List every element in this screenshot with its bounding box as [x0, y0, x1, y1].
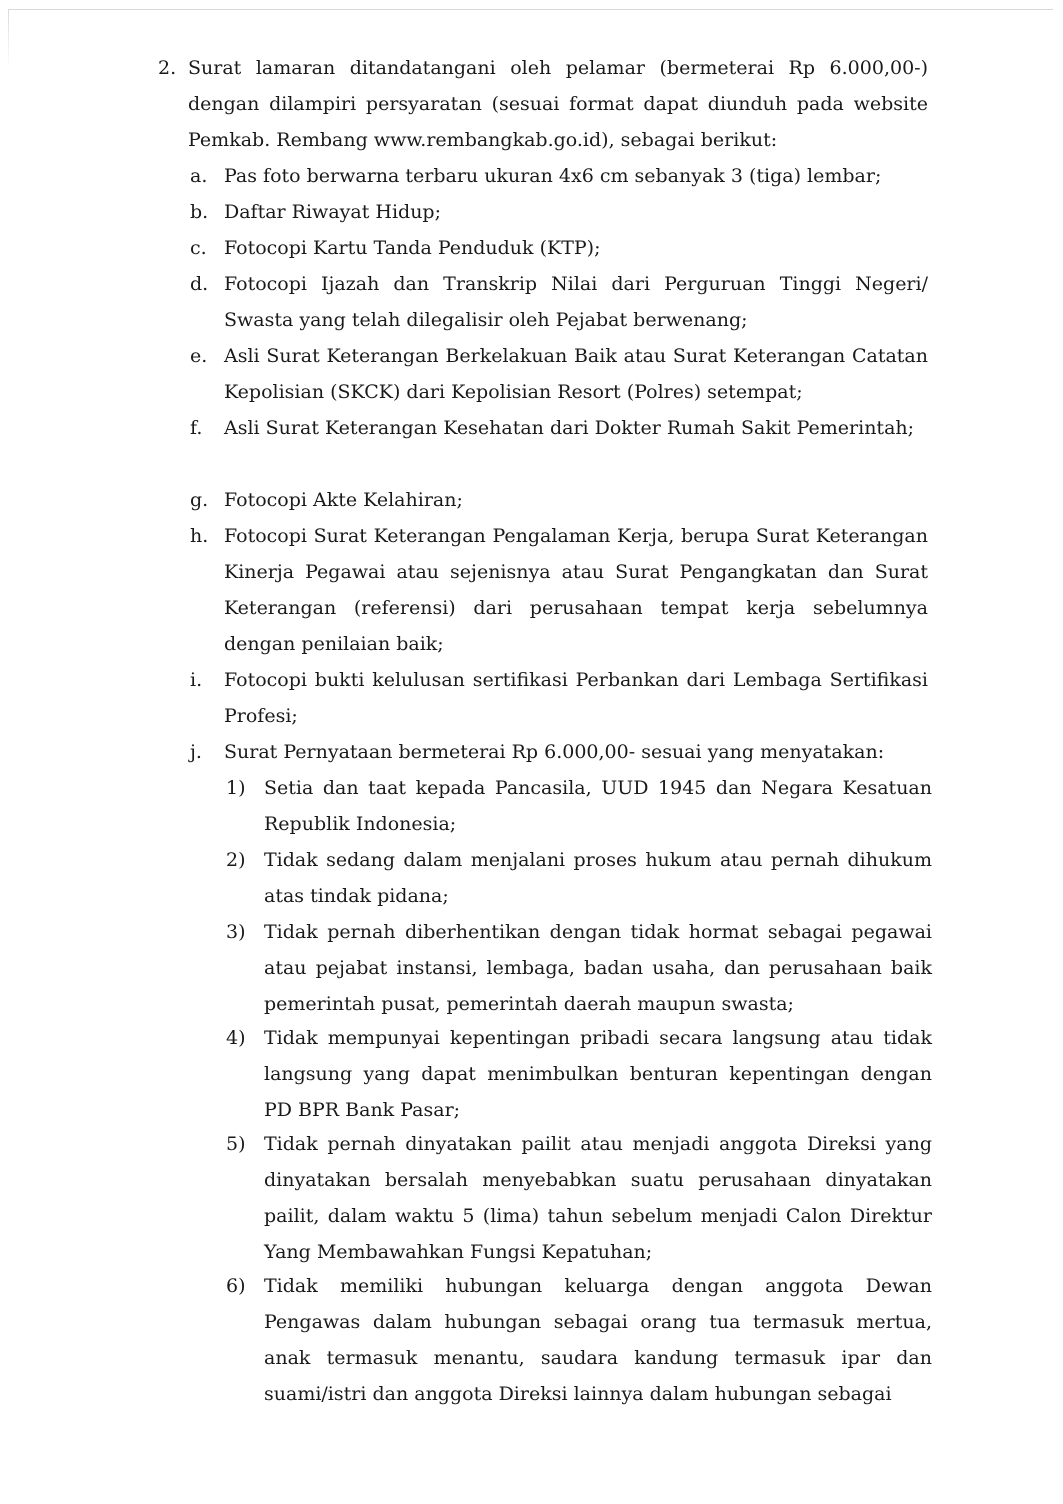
list-item-f [190, 410, 928, 446]
sub-item-text: Tidak mempunyai kepentingan pribadi secara langsung atau tidak langsung yang dapat menimbulkan benturan kepentingan dengan PD BPR Bank Pasar; [264, 1027, 932, 1121]
item-letter: a. [190, 165, 208, 187]
sub-item-text: Tidak pernah diberhentikan dengan tidak hormat sebagai pegawai atau pejabat instansi, lembaga, badan usaha, dan perusahaan baik pemerintah pusat, pemerintah daerah maupun swasta; [264, 921, 932, 1015]
item-text: Daftar Riwayat Hidup; [224, 201, 441, 223]
list-item-i [190, 662, 928, 734]
item-letter: h. [190, 525, 209, 547]
sub-item-number: 4) [226, 1027, 246, 1049]
sub-item-text: Tidak pernah dinyatakan pailit atau menjadi anggota Direksi yang dinyatakan bersalah menyebabkan suatu perusahaan dinyatakan pailit, dalam waktu 5 (lima) tahun sebelum menjadi Calon Direktur Yang Membawahkan Fungsi Kepatuhan; [264, 1133, 932, 1263]
list-item-a [190, 158, 928, 194]
sub-item-3 [226, 914, 932, 1022]
item-letter: d. [190, 273, 209, 295]
sub-item-number: 5) [226, 1133, 246, 1155]
sub-item-text: Tidak memiliki hubungan keluarga dengan anggota Dewan Pengawas dalam hubungan sebagai orang tua termasuk mertua, anak termasuk menantu, saudara kandung termasuk ipar dan suami/istri dan anggota Direksi lainnya dalam hubungan sebagai [264, 1275, 932, 1405]
sub-item-number: 6) [226, 1275, 246, 1297]
sub-item-2 [226, 842, 932, 914]
item-text: Asli Surat Keterangan Berkelakuan Baik atau Surat Keterangan Catatan Kepolisian (SKCK) dari Kepolisian Resort (Polres) setempat; [224, 345, 928, 403]
item-letter: g. [190, 489, 209, 511]
point-number: 2. [158, 57, 177, 79]
sub-item-number: 2) [226, 849, 246, 871]
item-text: Fotocopi bukti kelulusan sertifikasi Perbankan dari Lembaga Sertifikasi Profesi; [224, 669, 928, 727]
list-item-d [190, 266, 928, 338]
sub-item-4 [226, 1020, 932, 1128]
sub-item-5 [226, 1126, 932, 1270]
item-text: Pas foto berwarna terbaru ukuran 4x6 cm sebanyak 3 (tiga) lembar; [224, 165, 882, 187]
item-text: Fotocopi Surat Keterangan Pengalaman Kerja, berupa Surat Keterangan Kinerja Pegawai atau sejenisnya atau Surat Pengangkatan dan Surat Keterangan (referensi) dari perusahaan tempat kerja sebelumnya dengan penilaian baik; [224, 525, 928, 655]
sub-item-number: 1) [226, 777, 246, 799]
list-item-j [190, 734, 928, 770]
requirement-point-2 [158, 50, 928, 158]
list-item-e [190, 338, 928, 410]
list-item-h [190, 518, 928, 662]
item-text: Fotocopi Kartu Tanda Penduduk (KTP); [224, 237, 601, 259]
item-letter: b. [190, 201, 209, 223]
item-text: Asli Surat Keterangan Kesehatan dari Dokter Rumah Sakit Pemerintah; [224, 417, 915, 439]
item-text: Fotocopi Akte Kelahiran; [224, 489, 463, 511]
item-letter: c. [190, 237, 207, 259]
list-item-c [190, 230, 928, 266]
list-item-g [190, 482, 928, 518]
sub-item-6 [226, 1268, 932, 1412]
item-letter: j. [190, 741, 202, 763]
sub-item-text: Tidak sedang dalam menjalani proses hukum atau pernah dihukum atas tindak pidana; [264, 849, 932, 907]
point-text: Surat lamaran ditandatangani oleh pelamar (bermeterai Rp 6.000,00-) dengan dilampiri persyaratan (sesuai format dapat diunduh pada website Pemkab. Rembang www.rembangkab.go.id), sebagai berikut: [188, 57, 928, 151]
sub-item-1 [226, 770, 932, 842]
sub-item-text: Setia dan taat kepada Pancasila, UUD 1945 dan Negara Kesatuan Republik Indonesia; [264, 777, 932, 835]
item-letter: e. [190, 345, 208, 367]
item-letter: f. [190, 417, 203, 439]
item-text: Surat Pernyataan bermeterai Rp 6.000,00- sesuai yang menyatakan: [224, 741, 885, 763]
list-item-b [190, 194, 928, 230]
item-text: Fotocopi Ijazah dan Transkrip Nilai dari Perguruan Tinggi Negeri/ Swasta yang telah dilegalisir oleh Pejabat berwenang; [224, 273, 928, 331]
item-letter: i. [190, 669, 203, 691]
sub-item-number: 3) [226, 921, 246, 943]
